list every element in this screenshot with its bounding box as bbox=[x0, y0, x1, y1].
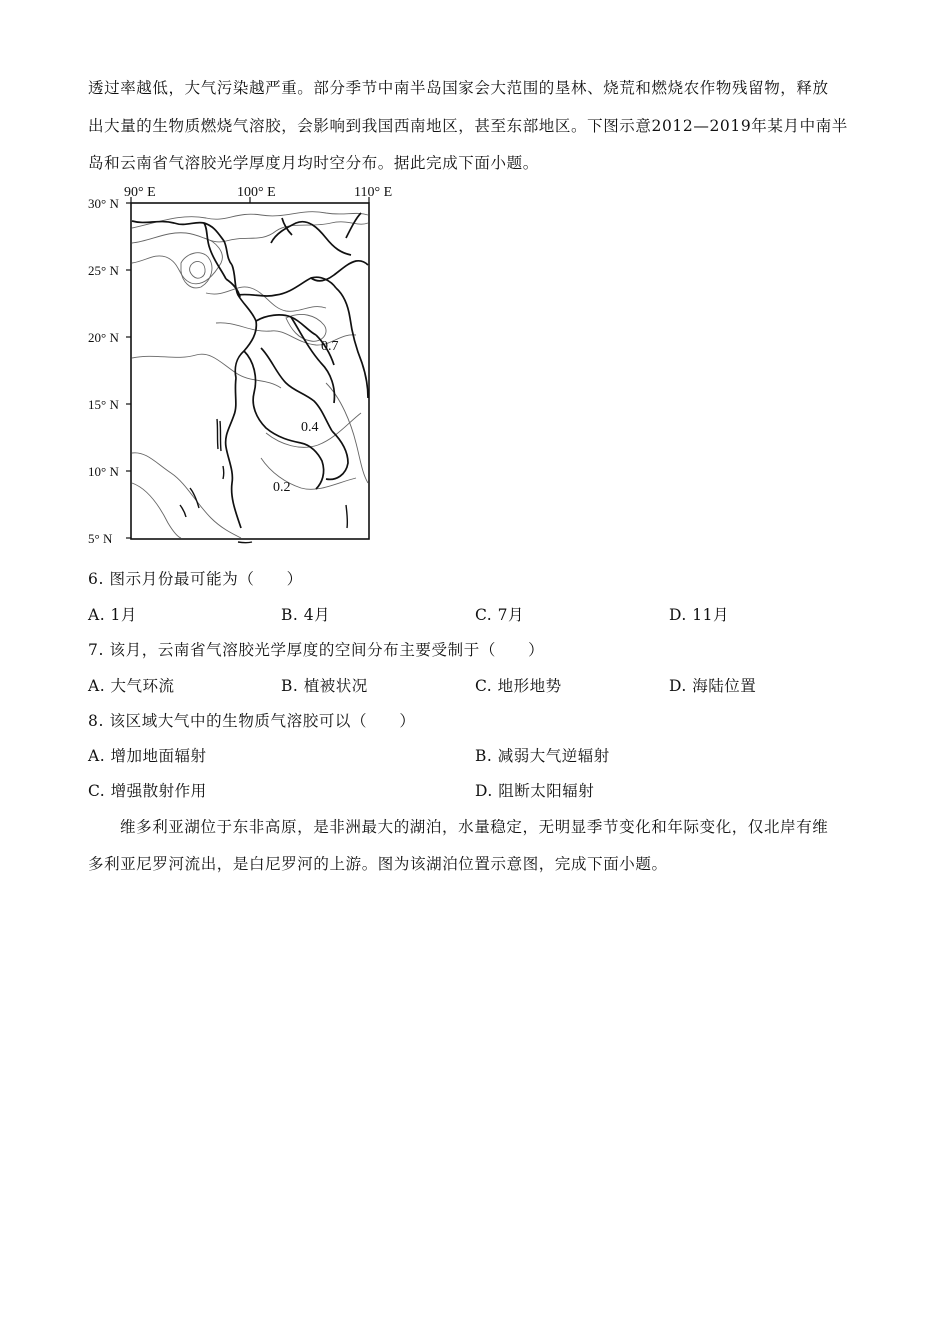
aerosol-map-figure bbox=[86, 183, 406, 551]
map-frame bbox=[131, 203, 369, 539]
lat-label-20: 20° N bbox=[88, 330, 119, 345]
intro-line-3: 岛和云南省气溶胶光学厚度月均时空分布。据此完成下面小题。 bbox=[88, 154, 539, 172]
passage-2-line-2: 多利亚尼罗河流出，是白尼罗河的上游。图为该湖泊位置示意图，完成下面小题。 bbox=[88, 855, 668, 873]
q6-option-d[interactable]: D. 11月 bbox=[669, 606, 729, 624]
intro-line-1: 透过率越低，大气污染越严重。部分季节中南半岛国家会大范围的垦林、烧荒和燃烧农作物残留物，释放 bbox=[88, 79, 829, 97]
q6-option-a[interactable]: A. 1月 bbox=[88, 606, 137, 624]
q7-option-c[interactable]: C. 地形地势 bbox=[475, 677, 562, 695]
lat-label-25: 25° N bbox=[88, 263, 119, 278]
question-6-stem: 6. 图示月份最可能为（ ） bbox=[88, 570, 303, 588]
question-8-stem: 8. 该区域大气中的生物质气溶胶可以（ ） bbox=[88, 712, 416, 730]
q7-option-b[interactable]: B. 植被状况 bbox=[281, 677, 368, 695]
question-7-stem: 7. 该月，云南省气溶胶光学厚度的空间分布主要受制于（ ） bbox=[88, 641, 545, 659]
q7-option-d[interactable]: D. 海陆位置 bbox=[669, 677, 757, 695]
q8-option-a[interactable]: A. 增加地面辐射 bbox=[88, 747, 207, 765]
q7-option-a[interactable]: A. 大气环流 bbox=[88, 677, 175, 695]
q8-option-c[interactable]: C. 增强散射作用 bbox=[88, 782, 207, 800]
lat-label-5: 5° N bbox=[88, 531, 113, 546]
isoline-label-0-2: 0.2 bbox=[273, 480, 291, 495]
q6-option-c[interactable]: C. 7月 bbox=[475, 606, 525, 624]
passage-2-line-1: 维多利亚湖位于东非高原，是非洲最大的湖泊，水量稳定，无明显季节变化和年际变化，仅北岸有维 bbox=[120, 818, 829, 836]
isoline-label-0-4: 0.4 bbox=[301, 420, 319, 435]
q8-option-b[interactable]: B. 减弱大气逆辐射 bbox=[475, 747, 610, 765]
q8-option-d[interactable]: D. 阻断太阳辐射 bbox=[475, 782, 595, 800]
aerosol-map bbox=[86, 183, 406, 551]
intro-line-2: 出大量的生物质燃烧气溶胶，会影响到我国西南地区，甚至东部地区。下图示意2012—2019年某月中南半 bbox=[88, 117, 848, 135]
lon-label-90: 90° E bbox=[124, 185, 156, 200]
lat-label-30: 30° N bbox=[88, 196, 119, 211]
lat-label-10: 10° N bbox=[88, 464, 119, 479]
q6-option-b[interactable]: B. 4月 bbox=[281, 606, 331, 624]
isoline-label-0-7: 0.7 bbox=[321, 339, 339, 354]
lon-label-100: 100° E bbox=[237, 185, 276, 200]
lon-label-110: 110° E bbox=[354, 185, 393, 200]
lat-label-15: 15° N bbox=[88, 397, 119, 412]
